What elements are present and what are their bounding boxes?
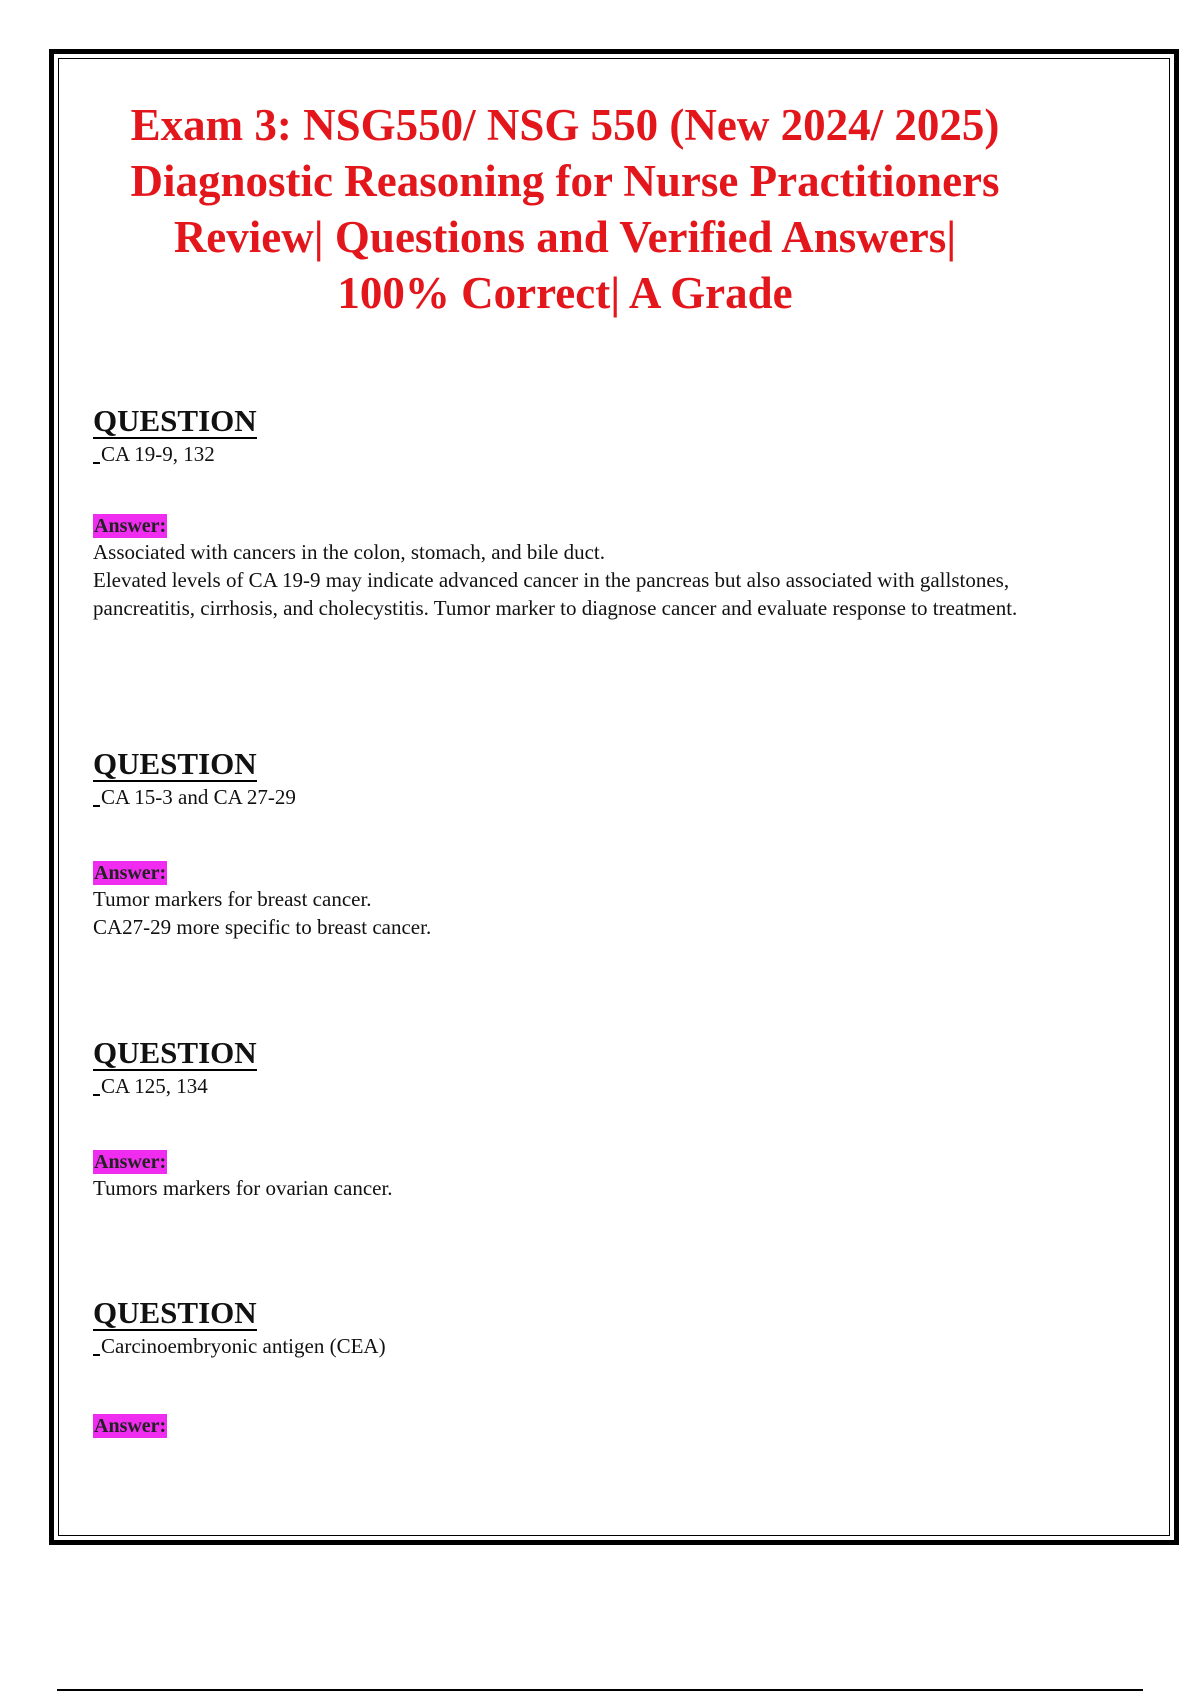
answer-label: Answer: — [94, 515, 167, 537]
answer-text: Tumors markers for ovarian cancer. — [93, 1176, 393, 1200]
question-text: CA 15-3 and CA 27-29 — [93, 784, 1043, 810]
title-line: Diagnostic Reasoning for Nurse Practitioners — [130, 156, 1000, 206]
underscore-mark — [93, 1354, 100, 1356]
answer-text: Associated with cancers in the colon, stomach, and bile duct. Elevated levels of CA 19-9 may indicate advanced cancer in the pancreas but also associated with gallstones, pancreatitis, cirrhosis, and cholecystitis. Tumor marker to diagnose cancer and evaluate response to treatment. — [93, 540, 1018, 620]
footer-rule — [57, 1689, 1143, 1691]
question-heading: QUESTION — [93, 746, 257, 781]
title-line: Exam 3: NSG550/ NSG 550 (New 2024/ 2025) — [130, 100, 1000, 150]
title-line: 100% Correct| A Grade — [337, 268, 793, 318]
qa-item — [93, 1297, 1043, 1438]
underscore-mark — [93, 462, 100, 464]
qa-item — [93, 405, 1043, 622]
question-heading: QUESTION — [93, 1035, 257, 1070]
document-title — [90, 97, 1040, 321]
underscore-mark — [93, 805, 100, 807]
question-text: Carcinoembryonic antigen (CEA) — [93, 1333, 1043, 1359]
underscore-mark — [93, 1094, 100, 1096]
answer-text: Tumor markers for breast cancer. CA27-29 more specific to breast cancer. — [93, 887, 432, 939]
answer-label: Answer: — [94, 1415, 167, 1437]
answer-label: Answer: — [94, 862, 167, 884]
qa-item — [93, 1037, 1043, 1202]
title-line: Review| Questions and Verified Answers| — [173, 212, 957, 262]
qa-item — [93, 748, 1043, 941]
answer-label: Answer: — [94, 1151, 167, 1173]
question-text: CA 125, 134 — [93, 1073, 1043, 1099]
question-heading: QUESTION — [93, 403, 257, 438]
question-heading: QUESTION — [93, 1295, 257, 1330]
question-text: CA 19-9, 132 — [93, 441, 1043, 467]
